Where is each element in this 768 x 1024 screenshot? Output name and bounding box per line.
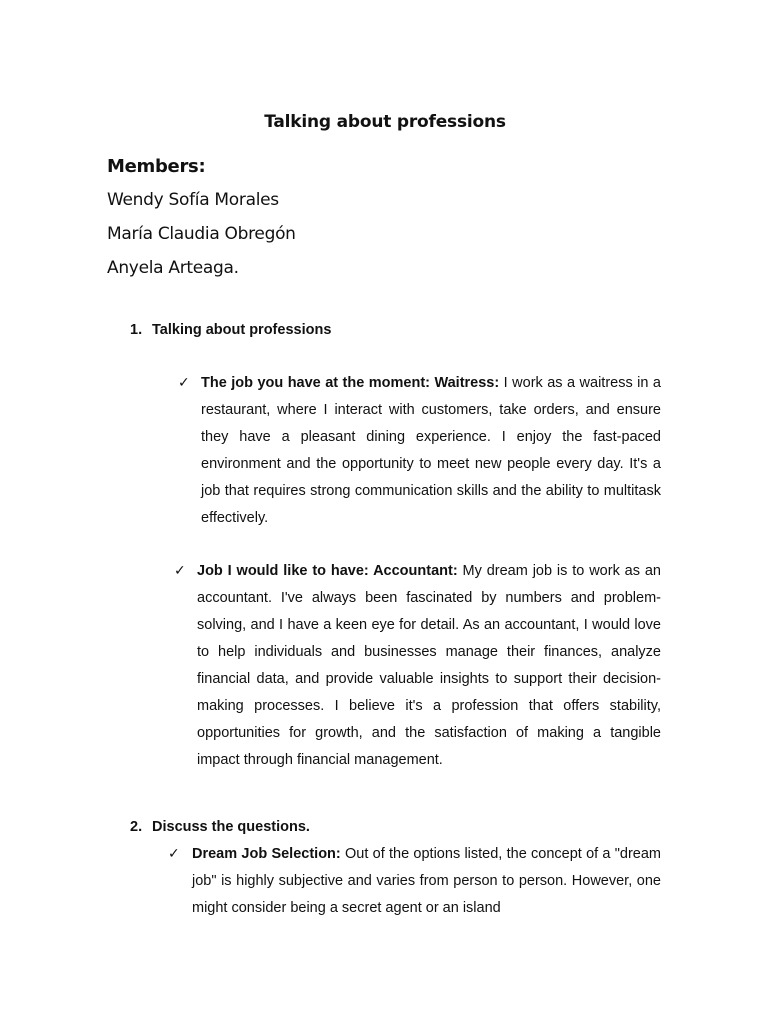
- item-text: My dream job is to work as an accountant. I've always been fascinated by numbers and problem-solving, and I have a keen eye for detail. As an accountant, I would love to help individuals and businesses manage their finances, analyze financial data, and provide valuable insights to support their decision-making processes. I believe it's a profession that offers stability, opportunities for growth, and the satisfaction of making a tangible impact through financial management.: [197, 563, 661, 768]
- member-name: Wendy Sofía Morales: [107, 190, 279, 210]
- list-item-dream-job-selection: [192, 841, 661, 922]
- section-number: 1.: [130, 322, 143, 338]
- section-heading-1: [130, 322, 331, 338]
- member-name: Anyela Arteaga.: [107, 258, 239, 278]
- item-label: Dream Job Selection:: [192, 846, 341, 862]
- section-title: Talking about professions: [152, 322, 332, 338]
- list-item-current-job: [201, 370, 661, 532]
- checkmark-icon: ✓: [178, 375, 190, 391]
- list-item-dream-job: [197, 558, 661, 774]
- item-text: I work as a waitress in a restaurant, where I interact with customers, take orders, and ensure they have a pleasant dining experience. I enjoy the fast-paced environment and the opportunity to meet new people every day. It's a job that requires strong communication skills and the ability to multitask effectively.: [201, 375, 661, 526]
- item-label: Job I would like to have: Accountant:: [197, 563, 458, 579]
- section-heading-2: [130, 819, 310, 835]
- member-name: María Claudia Obregón: [107, 224, 296, 244]
- members-heading: Members:: [107, 156, 206, 177]
- document-title: Talking about professions: [264, 112, 506, 132]
- item-label: The job you have at the moment: Waitress:: [201, 375, 500, 391]
- checkmark-icon: ✓: [174, 563, 186, 579]
- item-text: Out of the options listed, the concept of a "dream job" is highly subjective and varies from person to person. However, one might consider being a secret agent or an island: [192, 846, 662, 916]
- section-number: 2.: [130, 819, 143, 835]
- section-title: Discuss the questions.: [152, 819, 310, 835]
- checkmark-icon: ✓: [168, 846, 180, 862]
